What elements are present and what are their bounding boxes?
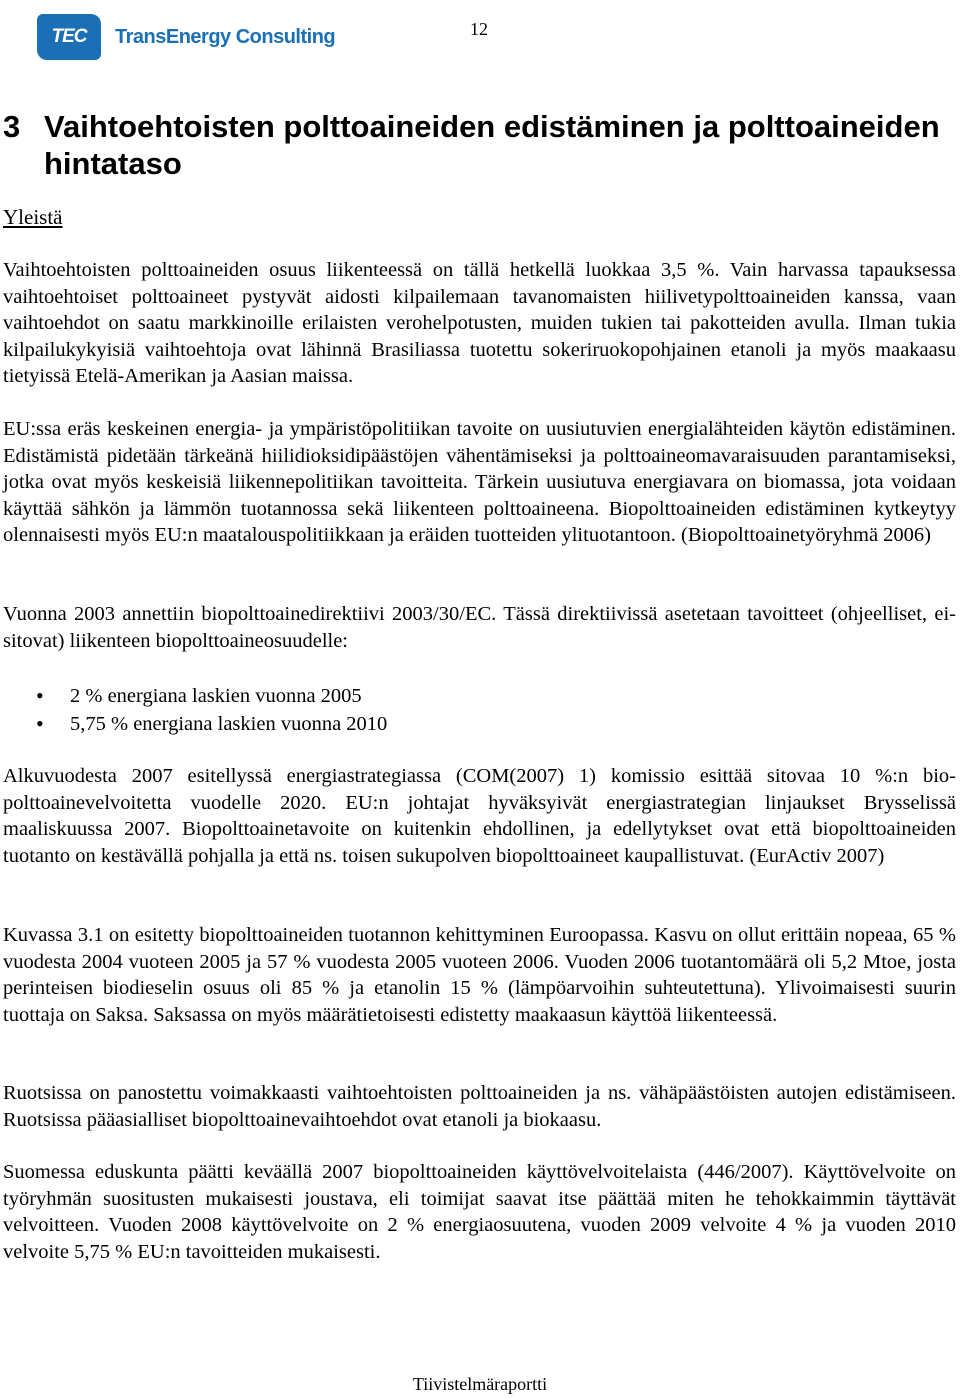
footer-text: Tiivistelmäraportti	[412, 1374, 548, 1394]
paragraph-6: Ruotsissa on panostettu voimakkaasti vaihtoehtoisten polttoaineiden ja ns. vähäpäästöisten autojen edistämiseen. Ruotsissa pääasialliset biopolttoainevaihtoehdot ovat etanoli ja biokaasu.	[3, 1082, 956, 1131]
paragraph-2: EU:ssa eräs keskeinen energia- ja ympäristöpolitiikan tavoite on uusiutuvien energialähteiden käytön edistäminen. Edistämistä pidetään tärkeänä hiilidioksidipäästöjen vähentämiseksi ja polttoaineomavaraisuuden parantamiseksi, jotka ovat myös keskeisiä liikennepolitiikan tavoitteita. Tärkein uusiutuva energiavara on biomassa, jota voidaan käyttää sähkön ja lämmön tuotannossa sekä liikenteen polttoaineena. Biopolttoaineiden edistäminen kytkeytyy olennaisesti myös EU:n maatalouspolitiikkaan ja eräiden tuotteiden ylituotantoon. (Biopolttoainetyöryhmä 2006)	[3, 418, 956, 546]
subheading: Yleistä	[3, 205, 63, 229]
logo-text: TransEnergy Consulting	[115, 25, 336, 48]
company-logo	[37, 14, 335, 60]
target-list	[3, 682, 956, 738]
section-heading	[3, 108, 948, 182]
list-item: • 2 % energiana laskien vuonna 2005	[3, 682, 956, 710]
list-item: • 5,75 % energiana laskien vuonna 2010	[3, 710, 956, 738]
logo-badge: TEC	[37, 14, 101, 60]
page-number: 12	[470, 19, 488, 39]
section-number: 3	[3, 109, 21, 144]
paragraph-7: Suomessa eduskunta päätti keväällä 2007 biopolttoaineiden käyttövelvoitelaista (446/2007). Käyttövelvoite on työryhmän suositusten mukaisesti joustava, eli toimijat saavat itse päättää miten he tehokkaimmin täyttävät velvoitteen. Vuoden 2008 käyttövelvoite on 2 % energiaosuutena, vuoden 2009 velvoite 4 % ja vuoden 2010 velvoite 5,75 % EU:n tavoitteiden mukaisesti.	[3, 1161, 956, 1263]
paragraph-4: Alkuvuodesta 2007 esitellyssä energiastrategiassa (COM(2007) 1) komissio esittää sitovaa 10 %:n biopolttoainevelvoitetta vuodelle 2020. EU:n johtajat hyväksyivät energiastrategian linjaukset Brysselissä maaliskuussa 2007. Biopolttoainetavoite on kuitenkin ehdollinen, ja edellytykset ovat että biopolttoaineiden tuotanto on kestävällä pohjalla ja että ns. toisen sukupolven biopolttoaineet kaupallistuvat. (EurActiv 2007)	[3, 765, 956, 867]
section-title: Vaihtoehtoisten polttoaineiden edistäminen ja polttoaineiden hintataso	[44, 109, 940, 181]
paragraph-3: Vuonna 2003 annettiin biopolttoainedirektiivi 2003/30/EC. Tässä direktiivissä asetetaan tavoitteet (ohjeelliset, ei-sitovat) liikenteen biopolttoaineosuudelle:	[3, 603, 956, 652]
paragraph-5: Kuvassa 3.1 on esitetty biopolttoaineiden tuotannon kehittyminen Euroopassa. Kasvu on ollut erittäin nopeaa, 65 % vuodesta 2004 vuoteen 2005 ja 57 % vuodesta 2005 vuoteen 2006. Vuoden 2006 tuotantomäärä oli 5,2 Mtoe, josta perinteisen biodieselin osuus oli 85 % ja etanolin 15 % (lämpöarvoihin suhteutettuna). Ylivoimaisesti suurin tuottaja on Saksa. Saksassa on myös määrätietoisesti edistetty maakaasun käyttöä liikenteessä.	[3, 924, 956, 1026]
paragraph-1: Vaihtoehtoisten polttoaineiden osuus liikenteessä on tällä hetkellä luokkaa 3,5 %. Vain harvassa tapauksessa vaihtoehtoiset polttoaineet pystyvät aidosti kilpailemaan tavanomaisten hiilivetypolttoaineiden kanssa, vaan vaihtoehdot on saatu markkinoille erilaisten verohelpotusten, muiden tukien tai pakotteiden avulla. Ilman tukia kilpailukykyisiä vaihtoehtoja ovat lähinnä Brasiliassa tuotettu sokeriruokopohjainen etanoli ja myös maakaasu tietyissä Etelä-Amerikan ja Aasian maissa.	[3, 259, 956, 387]
